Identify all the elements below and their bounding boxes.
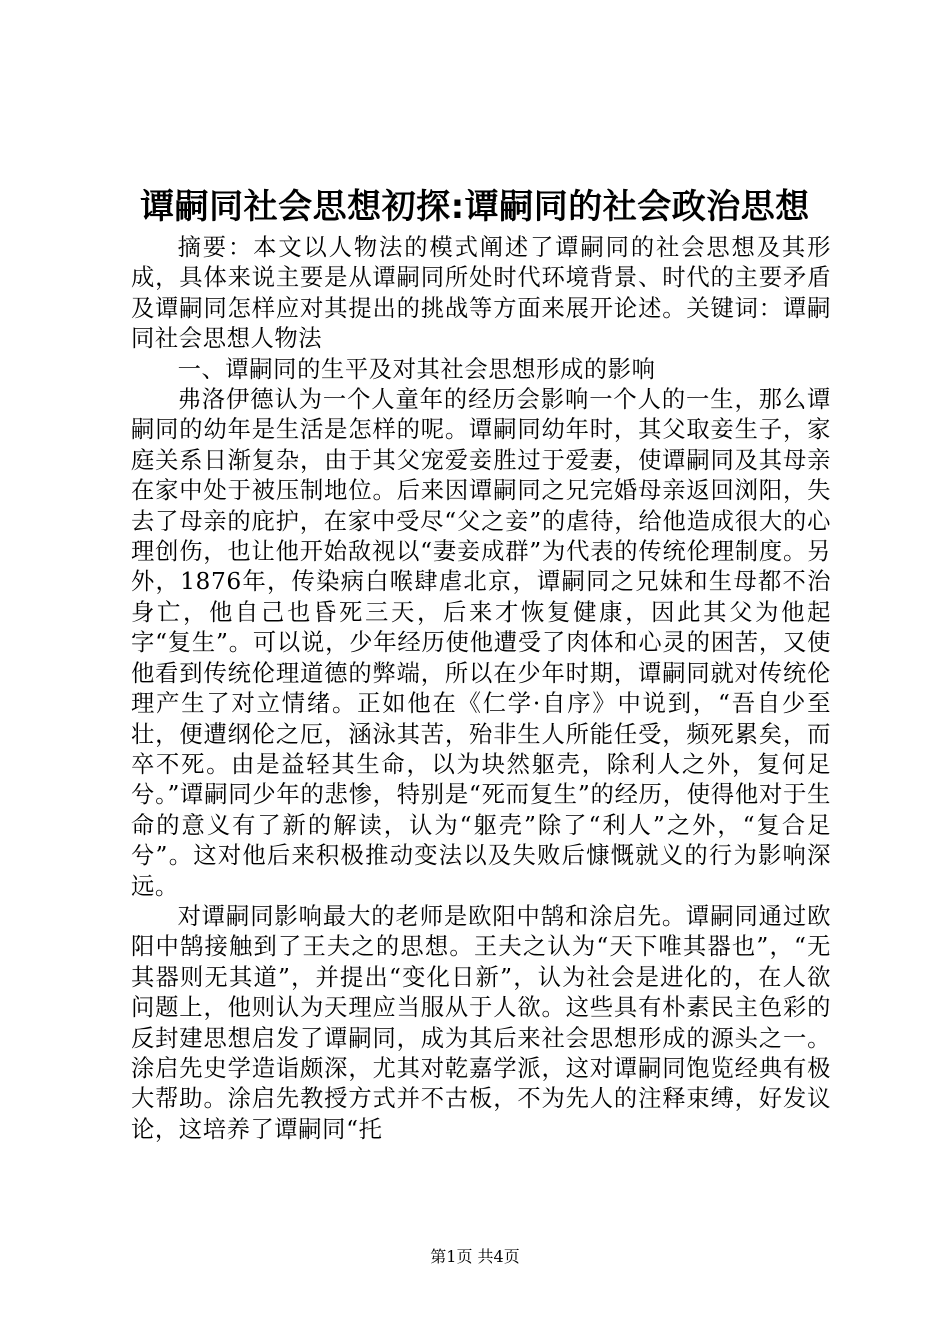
page-number-footer: 第1页 共4页 <box>430 1247 520 1266</box>
document-title: 谭嗣同社会思想初探:谭嗣同的社会政治思想 <box>140 187 810 227</box>
document-body <box>131 233 831 1145</box>
section-heading: 一、谭嗣同的生平及对其社会思想形成的影响 <box>177 355 656 383</box>
body-paragraph: 弗洛伊德认为一个人童年的经历会影响一个人的一生，那么谭嗣同的幼年是生活是怎样的呢。谭嗣同幼年时，其父取妾生子，家庭关系日渐复杂，由于其父宠爱妾胜过于爱妻，使谭嗣同及其母亲在家中处于被压制地位。后来因谭嗣同之兄完婚母亲返回浏阳，失去了母亲的庇护，在家中受尽“父之妾”的虐待，给他造成很大的心理创伤，也让他开始敌视以“妻妾成群”为代表的传统伦理制度。另外，1876年，传染病白喉肆虐北京，谭嗣同之兄妹和生母都不治身亡，他自己也昏死三天，后来才恢复健康，因此其父为他起字“复生”。可以说，少年经历使他遭受了肉体和心灵的困苦，又使他看到传统伦理道德的弊端，所以在少年时期，谭嗣同就对传统伦理产生了对立情绪。正如他在《仁学·自序》中说到，“吾自少至壮，便遭纲伦之厄，涵泳其苦，殆非生人所能任受，频死累矣，而卒不死。由是益轻其生命，以为块然躯壳，除利人之外，复何足兮。”谭嗣同少年的悲惨，特别是“死而复生”的经历，使得他对于生命的意义有了新的解读，认为“躯壳”除了“利人”之外，“复合足兮”。这对他后来积极推动变法以及失败后慷慨就义的行为影响深远。 <box>131 386 831 900</box>
abstract-paragraph: 摘要：本文以人物法的模式阐述了谭嗣同的社会思想及其形成，具体来说主要是从谭嗣同所处时代环境背景、时代的主要矛盾及谭嗣同怎样应对其提出的挑战等方面来展开论述。关键词：谭嗣同社会思想人物法 <box>131 234 831 353</box>
body-paragraph: 对谭嗣同影响最大的老师是欧阳中鹄和涂启先。谭嗣同通过欧阳中鹄接触到了王夫之的思想。王夫之认为“天下唯其器也”，“无其器则无其道”，并提出“变化日新”，认为社会是进化的，在人欲问题上，他则认为天理应当服从于人欲。这些具有朴素民主色彩的反封建思想启发了谭嗣同，成为其后来社会思想形成的源头之一。涂启先史学造诣颇深，尤其对乾嘉学派，这对谭嗣同饱览经典有极大帮助。涂启先教授方式并不古板，不为先人的注释束缚，好发议论，这培养了谭嗣同“托 <box>131 902 831 1143</box>
